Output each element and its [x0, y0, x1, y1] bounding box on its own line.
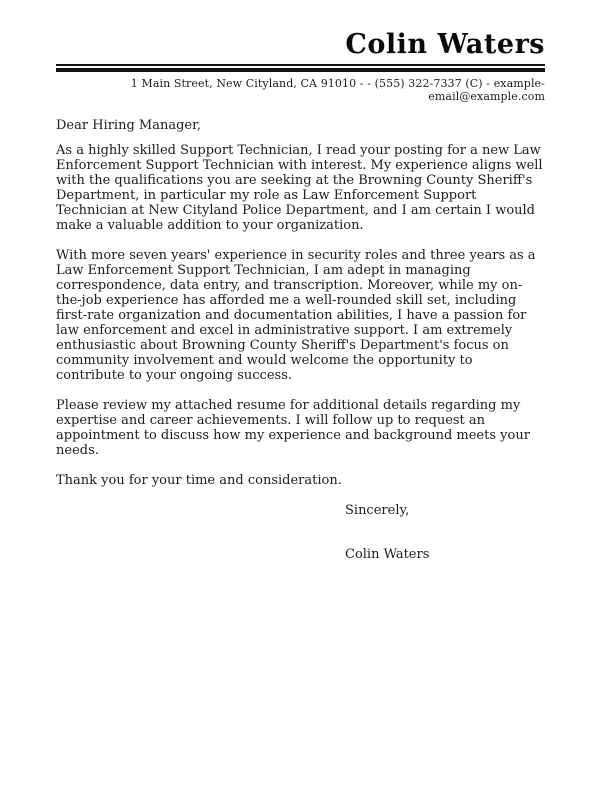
body-paragraph-2: With more seven years' experience in security roles and three years as a Law Enforcement Support Technician, I am adept in managing correspondence, data entry, and transcription. Moreover, while my on-the-job experience has afforded me a well-rounded skill set, including first-rate organization and documentation abilities, I have a passion for law enforcement and excel in administrative support. I am extremely enthusiastic about Browning County Sheriff's Department's focus on community involvement and would welcome the opportunity to contribute to your ongoing success.	[56, 248, 536, 383]
header-rule	[56, 64, 545, 72]
body-paragraph-4: Thank you for your time and consideration.	[56, 473, 342, 488]
signature-name: Colin Waters	[345, 547, 430, 562]
valediction: Sincerely,	[345, 503, 410, 518]
contact-line: 1 Main Street, New Cityland, CA 91010 - - (555) 322-7337 (C) - example-email@example.com	[130, 77, 545, 103]
sender-name: Colin Waters	[345, 29, 545, 60]
header-rule-thick-line	[56, 68, 545, 72]
salutation: Dear Hiring Manager,	[56, 118, 202, 133]
letter-body	[56, 118, 545, 562]
closing-block	[56, 503, 545, 562]
body-paragraph-1: As a highly skilled Support Technician, I read your posting for a new Law Enforcement Support Technician with interest. My experience aligns well with the qualifications you are seeking at the Browning County Sheriff's Department, in particular my role as Law Enforcement Support Technician at New Cityland Police Department, and I am certain I would make a valuable addition to your organization.	[56, 143, 543, 233]
body-paragraph-3: Please review my attached resume for additional details regarding my expertise and career achievements. I will follow up to request an appointment to discuss how my experience and background meets your needs.	[56, 398, 530, 458]
